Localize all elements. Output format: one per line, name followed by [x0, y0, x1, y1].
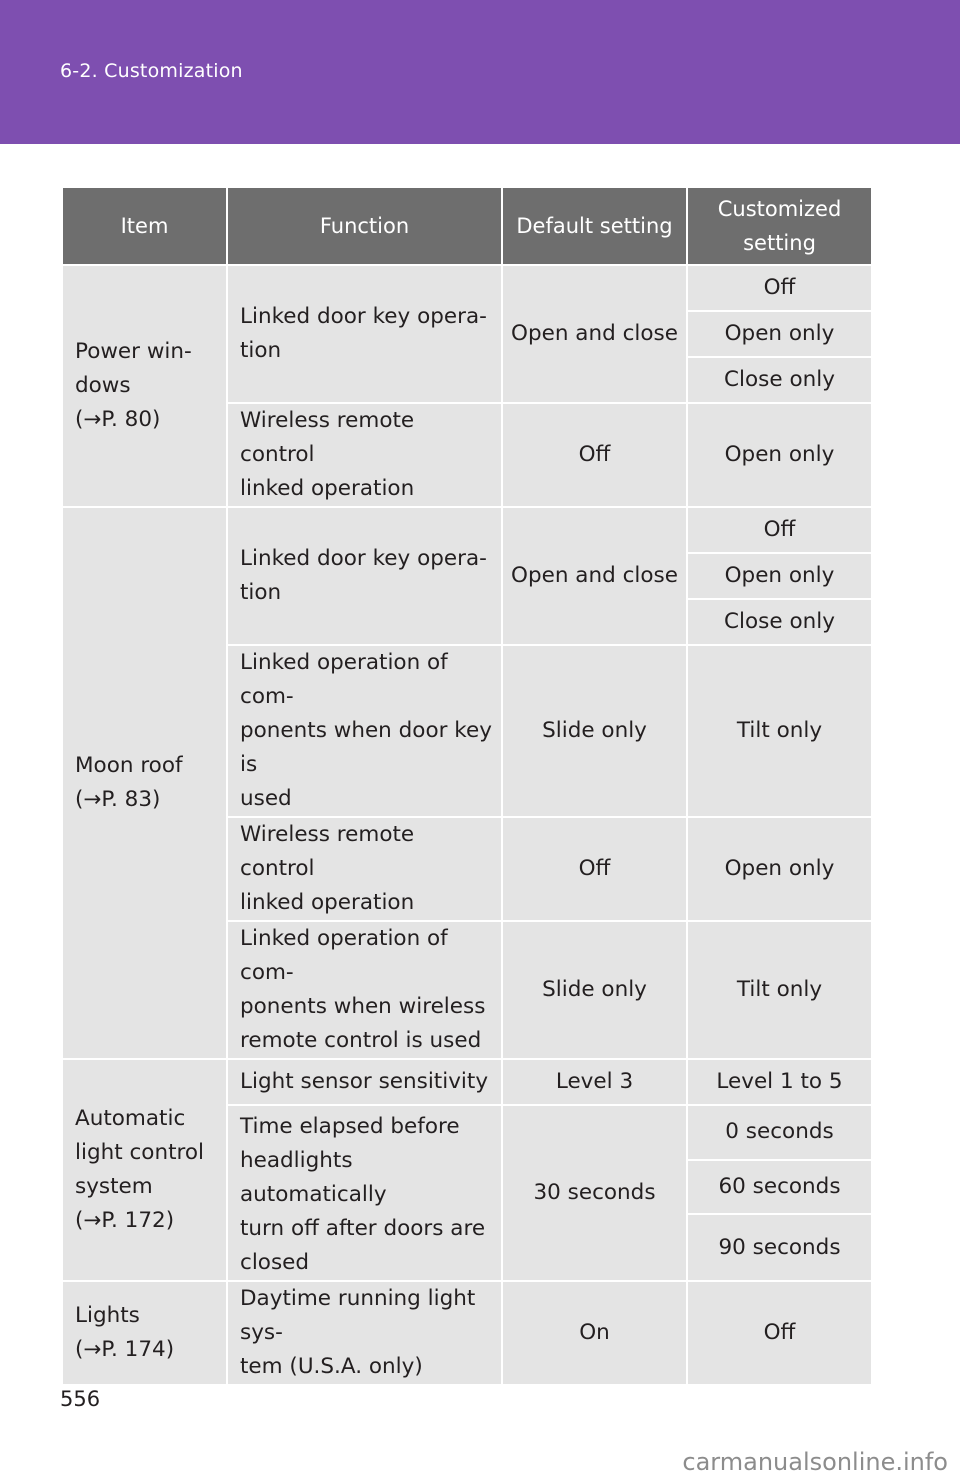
table-header-row [62, 187, 872, 265]
header-item: Item [62, 187, 227, 265]
section-title: 6-2. Customization [60, 60, 243, 82]
default-cell: Level 3 [502, 1059, 687, 1105]
table-row [62, 1281, 872, 1385]
custom-cell: Open only [687, 817, 872, 921]
table-row [62, 507, 872, 553]
custom-cell: Level 1 to 5 [687, 1059, 872, 1105]
header-function: Function [227, 187, 502, 265]
custom-cell: 0 seconds [687, 1105, 872, 1160]
custom-cell: Open only [687, 553, 872, 599]
default-cell: Slide only [502, 645, 687, 817]
function-cell: Light sensor sensitivity [227, 1059, 502, 1105]
function-cell: Wireless remote control linked operation [227, 403, 502, 507]
function-cell: Wireless remote control linked operation [227, 817, 502, 921]
custom-cell: Off [687, 1281, 872, 1385]
function-cell: Linked door key opera- tion [227, 507, 502, 645]
custom-cell: Tilt only [687, 645, 872, 817]
custom-cell: Off [687, 507, 872, 553]
watermark: carmanualsonline.info [682, 1448, 948, 1476]
function-cell: Linked operation of com- ponents when door key is used [227, 645, 502, 817]
default-cell: Slide only [502, 921, 687, 1059]
function-cell: Linked door key opera- tion [227, 265, 502, 403]
custom-cell: Open only [687, 403, 872, 507]
custom-cell: Open only [687, 311, 872, 357]
custom-cell: 90 seconds [687, 1214, 872, 1281]
default-cell: Open and close [502, 265, 687, 403]
custom-cell: Off [687, 265, 872, 311]
item-automatic-light-control: Automatic light control system (→P. 172) [62, 1059, 227, 1281]
default-cell: Off [502, 403, 687, 507]
default-cell: On [502, 1281, 687, 1385]
custom-cell: Tilt only [687, 921, 872, 1059]
function-cell: Time elapsed before headlights automatically turn off after doors are closed [227, 1105, 502, 1281]
header-default-setting: Default setting [502, 187, 687, 265]
item-lights: Lights (→P. 174) [62, 1281, 227, 1385]
default-cell: 30 seconds [502, 1105, 687, 1281]
custom-cell: 60 seconds [687, 1160, 872, 1215]
custom-cell: Close only [687, 599, 872, 645]
default-cell: Off [502, 817, 687, 921]
item-moon-roof: Moon roof (→P. 83) [62, 507, 227, 1059]
table-row [62, 265, 872, 311]
page-number: 556 [60, 1387, 101, 1411]
function-cell: Linked operation of com- ponents when wireless remote control is used [227, 921, 502, 1059]
custom-cell: Close only [687, 357, 872, 403]
item-power-windows: Power win- dows (→P. 80) [62, 265, 227, 507]
default-cell: Open and close [502, 507, 687, 645]
table-row [62, 1059, 872, 1105]
header-customized-setting: Customized setting [687, 187, 872, 265]
customization-table [61, 186, 873, 1386]
function-cell: Daytime running light sys- tem (U.S.A. only) [227, 1281, 502, 1385]
